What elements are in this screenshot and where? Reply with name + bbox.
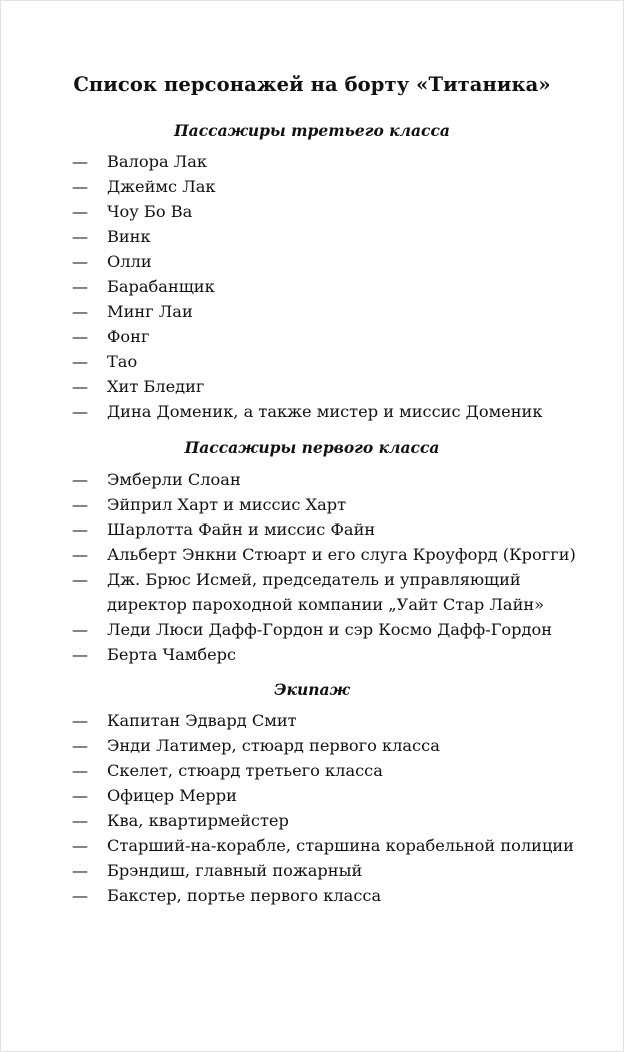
list-item-text: Минг Лаи [107,302,193,321]
list-item-text: Скелет, стюард третьего класса [107,761,383,780]
list-dash: — [72,377,88,396]
list-item-text: Энди Латимер, стюард первого класса [107,736,440,755]
list-dash: — [72,836,88,855]
list-item [1,299,623,324]
list-item-text: Альберт Энкни Стюарт и его слуга Кроуфорд (Крогги) [107,545,576,564]
list-item [1,174,623,199]
list-item [1,858,623,883]
list-dash: — [72,545,88,564]
list-item-text: Тао [107,352,138,371]
list-item [1,642,623,667]
list-dash: — [72,252,88,271]
list-dash: — [72,227,88,246]
list-item [1,374,623,399]
list-third-class [1,149,623,424]
list-item [1,199,623,224]
list-item [1,274,623,299]
list-dash: — [72,886,88,905]
list-item [1,617,623,642]
list-item-text: Старший-на-корабле, старшина корабельной полиции [107,836,574,855]
list-item [1,149,623,174]
list-dash: — [72,645,88,664]
list-item-text: Леди Люси Дафф-Гордон и сэр Космо Дафф-Гордон [107,620,553,639]
list-item [1,883,623,908]
list-item-text: Валора Лак [107,152,208,171]
list-item [1,349,623,374]
list-dash: — [72,402,88,421]
section-heading-crew: Экипаж [274,680,350,699]
list-item-text: Берта Чамберс [107,645,237,664]
list-item [1,224,623,249]
list-dash: — [72,861,88,880]
list-item [1,324,623,349]
list-item [1,758,623,783]
list-item-text: Шарлотта Файн и миссис Файн [107,520,376,539]
list-item [1,708,623,733]
list-first-class [1,467,623,667]
list-item-text: Эмберли Слоан [107,470,241,489]
list-item-text: Дж. Брюс Исмей, председатель и управляющий директор пароходной компании „Уайт Стар Лайн» [107,570,545,614]
list-dash: — [72,202,88,221]
list-dash: — [72,352,88,371]
list-dash: — [72,811,88,830]
list-item [1,517,623,542]
list-dash: — [72,520,88,539]
list-dash: — [72,761,88,780]
list-item [1,492,623,517]
list-dash: — [72,277,88,296]
list-item-text: Бакстер, портье первого класса [107,886,382,905]
list-item [1,733,623,758]
list-crew [1,708,623,908]
list-item [1,249,623,274]
list-item [1,567,623,617]
list-dash: — [72,495,88,514]
section-heading-third-class: Пассажиры третьего класса [174,121,450,140]
list-item-text: Дина Доменик, а также мистер и миссис Доменик [107,402,543,421]
list-item-text: Эйприл Харт и миссис Харт [107,495,347,514]
list-item-text: Хит Бледиг [107,377,205,396]
page-title: Список персонажей на борту «Титаника» [73,73,551,96]
list-dash: — [72,620,88,639]
list-item-text: Ква, квартирмейстер [107,811,289,830]
list-item-text: Капитан Эдвард Смит [107,711,297,730]
list-item-text: Олли [107,252,152,271]
list-dash: — [72,570,88,589]
list-dash: — [72,711,88,730]
list-dash: — [72,302,88,321]
list-dash: — [72,470,88,489]
list-item-text: Брэндиш, главный пожарный [107,861,363,880]
list-item-text: Фонг [107,327,150,346]
list-item-text: Чоу Бо Ва [107,202,193,221]
list-dash: — [72,786,88,805]
list-dash: — [72,177,88,196]
section-heading-first-class: Пассажиры первого класса [184,438,440,457]
list-item [1,467,623,492]
list-dash: — [72,736,88,755]
list-item-text: Офицер Мерри [107,786,237,805]
list-item [1,833,623,858]
list-item [1,399,623,424]
list-item-text: Барабанщик [107,277,215,296]
list-item [1,808,623,833]
list-item-text: Джеймс Лак [107,177,216,196]
list-item [1,783,623,808]
list-dash: — [72,327,88,346]
list-item-text: Винк [107,227,151,246]
list-item [1,542,623,567]
list-dash: — [72,152,88,171]
